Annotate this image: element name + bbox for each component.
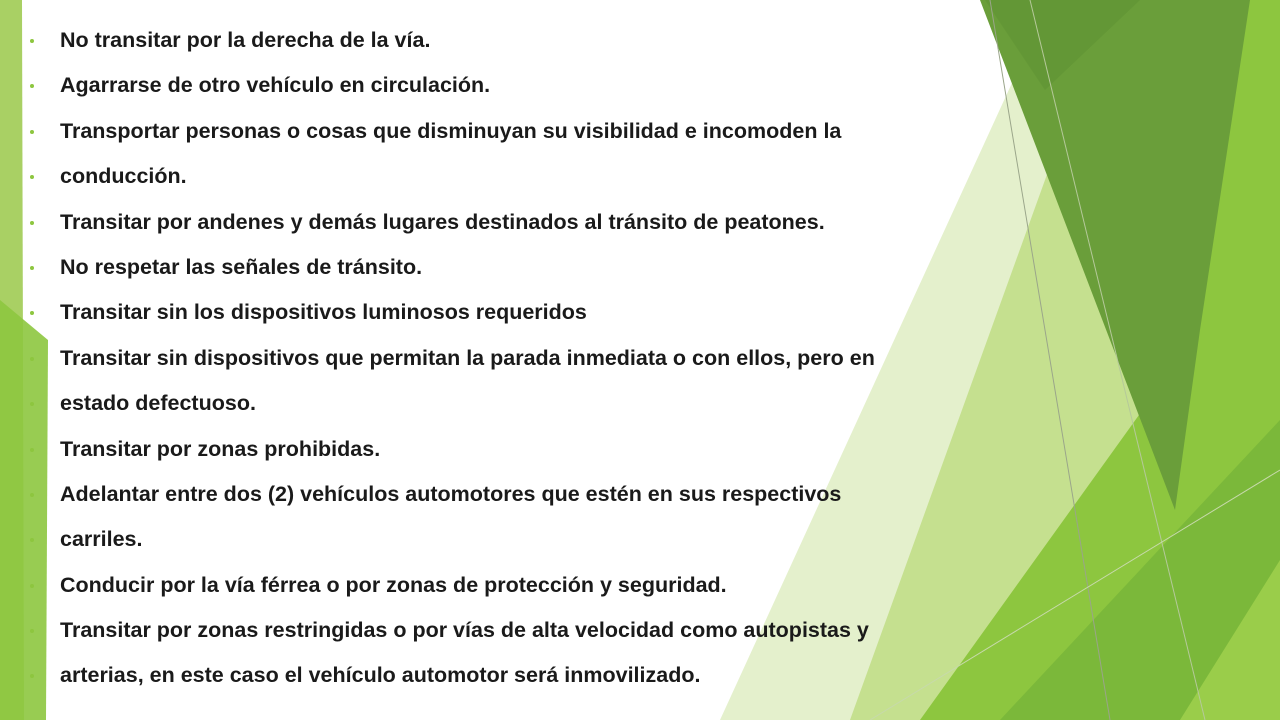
bullet-dot-icon bbox=[30, 629, 34, 633]
bullet-item bbox=[26, 472, 1086, 517]
bullet-dot-icon bbox=[30, 448, 34, 452]
bullet-dot-icon bbox=[30, 311, 34, 315]
bullet-dot-icon bbox=[30, 130, 34, 134]
bullet-text: No respetar las señales de tránsito. bbox=[60, 254, 423, 279]
bullet-text: Transitar sin dispositivos que permitan la parada inmediata o con ellos, pero en bbox=[60, 345, 875, 370]
bullet-text: conducción. bbox=[60, 164, 187, 189]
bullet-item bbox=[26, 109, 1086, 154]
bullet-dot-icon bbox=[30, 39, 34, 43]
bullet-item bbox=[26, 290, 1086, 335]
bullet-list bbox=[26, 18, 1086, 699]
bullet-item bbox=[26, 154, 1086, 199]
bullet-dot-icon bbox=[30, 402, 34, 406]
bullet-text: Transitar sin los dispositivos luminosos requeridos bbox=[60, 300, 587, 325]
bullet-dot-icon bbox=[30, 175, 34, 179]
bullet-item bbox=[26, 563, 1086, 608]
bullet-item bbox=[26, 653, 1086, 698]
bullet-dot-icon bbox=[30, 493, 34, 497]
bullet-text: Transitar por zonas restringidas o por vías de alta velocidad como autopistas y bbox=[60, 618, 869, 643]
bullet-item bbox=[26, 18, 1086, 63]
bullet-text: Transitar por andenes y demás lugares destinados al tránsito de peatones. bbox=[60, 209, 825, 234]
bullet-dot-icon bbox=[30, 357, 34, 361]
bullet-item bbox=[26, 608, 1086, 653]
bullet-dot-icon bbox=[30, 538, 34, 542]
bullet-item bbox=[26, 381, 1086, 426]
bullet-item bbox=[26, 517, 1086, 562]
bullet-dot-icon bbox=[30, 584, 34, 588]
bullet-text: arterias, en este caso el vehículo automotor será inmovilizado. bbox=[60, 663, 701, 688]
bullet-item bbox=[26, 245, 1086, 290]
bullet-text: Transportar personas o cosas que disminuyan su visibilidad e incomoden la bbox=[60, 118, 842, 143]
bullet-text: Conducir por la vía férrea o por zonas de protección y seguridad. bbox=[60, 572, 727, 597]
bullet-item bbox=[26, 63, 1086, 108]
bullet-item bbox=[26, 200, 1086, 245]
bullet-dot-icon bbox=[30, 266, 34, 270]
bullet-text: Agarrarse de otro vehículo en circulación. bbox=[60, 73, 491, 98]
bullet-dot-icon bbox=[30, 221, 34, 225]
bullet-item bbox=[26, 427, 1086, 472]
bullet-text: No transitar por la derecha de la vía. bbox=[60, 28, 431, 52]
bullet-item bbox=[26, 336, 1086, 381]
bullet-text: estado defectuoso. bbox=[60, 391, 256, 416]
bullet-text: Transitar por zonas prohibidas. bbox=[60, 436, 381, 461]
bullet-dot-icon bbox=[30, 674, 34, 678]
bullet-text: Adelantar entre dos (2) vehículos automotores que estén en sus respectivos bbox=[60, 481, 842, 506]
bullet-text: carriles. bbox=[60, 527, 143, 552]
bullet-dot-icon bbox=[30, 84, 34, 88]
